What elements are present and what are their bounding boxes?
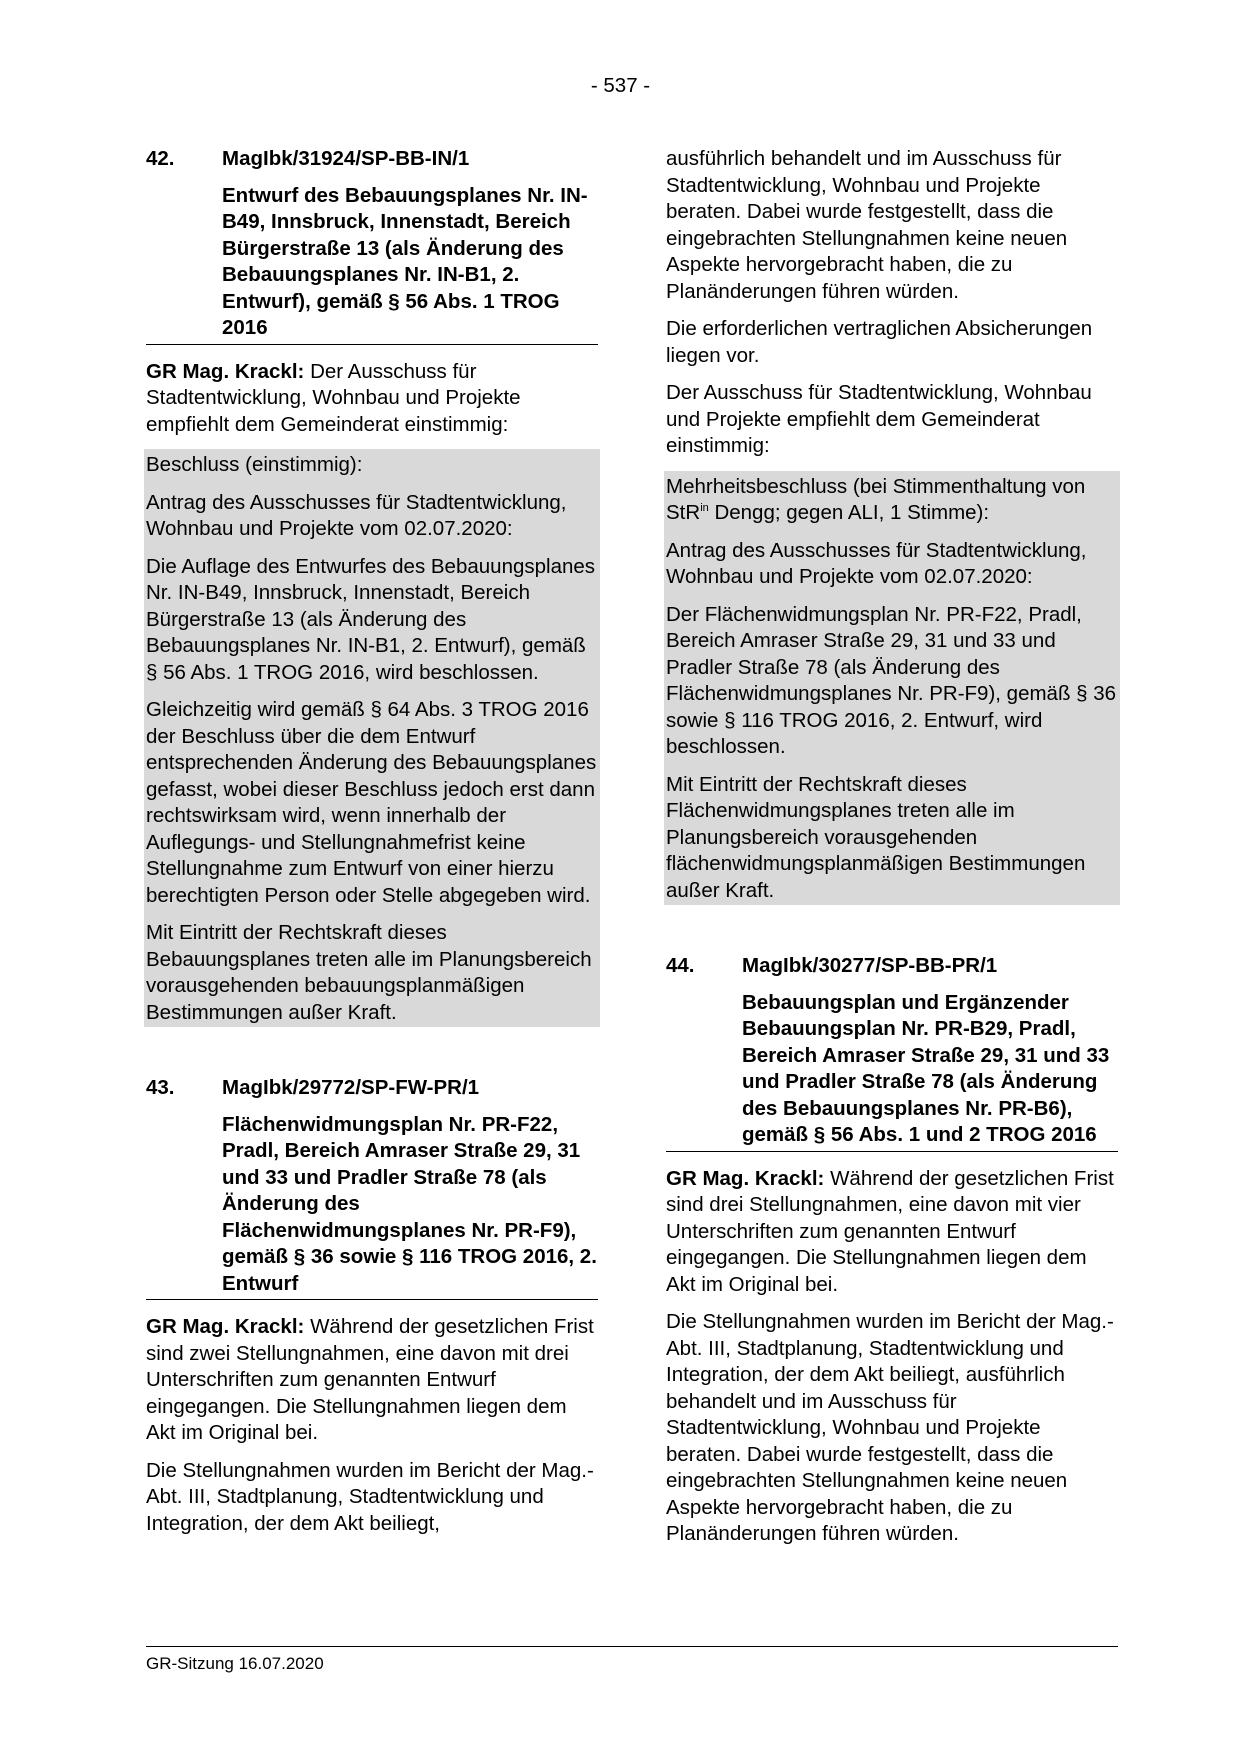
speaker-label: GR Mag. Krackl: — [146, 1315, 305, 1338]
item-43-resolution-box — [664, 471, 1120, 906]
item-44-header — [666, 953, 1118, 1152]
decision-text-end: Dengg; gegen ALI, 1 Stimme): — [708, 501, 990, 524]
decision-superscript: in — [700, 502, 709, 515]
item-42-resolution-box — [144, 449, 600, 1027]
item-44-report: Die Stellungnahmen wurden im Bericht der Mag.-Abt. III, Stadtplanung, Stadtentwicklung und Integration, der dem Akt beiliegt, ausführlich behandelt und im Ausschuss für Stadtentwicklung, Wohnbau und Projekte beraten. Dabei wurde festgestellt, dass die eingebrachten Stellungnahmen keine neuen Aspekte hervorgebracht haben, die zu Planänderungen führen würden. — [666, 1310, 1114, 1545]
item-42-code: MagIbk/31924/SP-BB-IN/1 — [222, 147, 470, 170]
intro-text: Der Ausschuss für Stadtentwicklung, Wohnbau und Projekte empfiehlt dem Gemeinderat einstimmig: — [146, 359, 521, 436]
intro-text: Während der gesetzlichen Frist sind zwei Stellungnahmen, eine davon mit drei Unterschriften zum genannten Entwurf eingegangen. Die Stellungnahmen liegen dem Akt im Original bei. — [146, 1315, 594, 1444]
left-column — [146, 146, 598, 1548]
resolution-paragraph: Gleichzeitig wird gemäß § 64 Abs. 3 TROG 2016 der Beschluss über die dem Entwurf entsprechenden Änderung des Bebauungsplanes gefasst, wobei dieser Beschluss jedoch erst dann rechtswirksam wird, wenn innerhalb der Auflegungs- und Stellungnahmefrist keine Stellungnahme zum Entwurf von einer hierzu berechtigten Person oder Stelle abgegeben wird. — [146, 698, 597, 907]
item-43-header — [146, 1075, 598, 1300]
item-43-title: Flächenwidmungsplan Nr. PR-F22, Pradl, Bereich Amraser Straße 29, 31 und 33 und Pradler Straße 78 (als Änderung des Flächenwidmungsplanes Nr. PR-F9), gemäß § 36 sowie § 116 TROG 2016, 2. Entwurf — [222, 1112, 597, 1295]
item-42-title: Entwurf des Bebauungsplanes Nr. IN-B49, Innsbruck, Innenstadt, Bereich Bürgerstraße 13 (als Änderung des Bebauungsplanes Nr. IN-B1, 2. Entwurf), gemäß § 56 Abs. 1 TROG 2016 — [222, 183, 588, 339]
item-44-code: MagIbk/30277/SP-BB-PR/1 — [742, 954, 998, 977]
decision-line — [666, 474, 1118, 527]
item-44-title: Bebauungsplan und Ergänzender Bebauungsplan Nr. PR-B29, Pradl, Bereich Amraser Straße 29, 31 und 33 und Pradler Straße 78 (als Änderung des Bebauungsplanes Nr. PR-B6), gemäß § 56 Abs. 1 und 2 TROG 2016 — [742, 990, 1110, 1146]
resolution-paragraph: Mit Eintritt der Rechtskraft dieses Bebauungsplanes treten alle im Planungsbereich vorausgehenden bebauungsplanmäßigen Bestimmungen außer Kraft. — [146, 921, 592, 1024]
item-43-code: MagIbk/29772/SP-FW-PR/1 — [222, 1076, 480, 1099]
item-43-recommendation: Der Ausschuss für Stadtentwicklung, Wohnbau und Projekte empfiehlt dem Gemeinderat einstimmig: — [666, 381, 1092, 457]
item-43-number: 43. — [146, 1076, 175, 1099]
item-43-report-continued: ausführlich behandelt und im Ausschuss für Stadtentwicklung, Wohnbau und Projekte beraten. Dabei wurde festgestellt, dass die eingebrachten Stellungnahmen keine neuen Aspekte hervorgebracht haben, die zu Planänderungen führen würden. — [666, 147, 1068, 303]
item-42-header — [146, 146, 598, 345]
right-column — [666, 146, 1118, 1559]
intro-text: Während der gesetzlichen Frist sind drei Stellungnahmen, eine davon mit vier Unterschriften zum genannten Entwurf eingegangen. Die Stellungnahmen liegen dem Akt im Original bei. — [666, 1166, 1114, 1296]
item-44-number: 44. — [666, 954, 695, 977]
decision-line: Beschluss (einstimmig): — [146, 453, 363, 476]
resolution-paragraph: Der Flächenwidmungsplan Nr. PR-F22, Pradl, Bereich Amraser Straße 29, 31 und 33 und Pradler Straße 78 (als Änderung des Flächenwidmungsplanes Nr. PR-F9), gemäß § 36 sowie § 116 TROG 2016, 2. Entwurf, wird beschlossen. — [666, 602, 1117, 758]
footer-divider — [146, 1646, 1118, 1647]
resolution-paragraph: Mit Eintritt der Rechtskraft dieses Flächenwidmungsplanes treten alle im Planungsbereich vorausgehenden flächenwidmungsplanmäßigen Bestimmungen außer Kraft. — [666, 772, 1086, 902]
speaker-label: GR Mag. Krackl: — [146, 359, 305, 383]
motion-line: Antrag des Ausschusses für Stadtentwicklung, Wohnbau und Projekte vom 02.07.2020: — [666, 538, 1087, 588]
decision-text: Mehrheitsbeschluss (bei Stimmenthaltung von StR — [666, 474, 1086, 524]
speaker-label: GR Mag. Krackl: — [666, 1166, 825, 1190]
item-43-report-start: Die Stellungnahmen wurden im Bericht der Mag.-Abt. III, Stadtplanung, Stadtentwicklung und Integration, der dem Akt beiliegt, — [146, 1458, 594, 1535]
page-number: - 537 - — [590, 74, 651, 97]
item-43-contracts: Die erforderlichen vertraglichen Absicherungen liegen vor. — [666, 317, 1093, 367]
item-42-number: 42. — [146, 147, 175, 170]
resolution-paragraph: Die Auflage des Entwurfes des Bebauungsplanes Nr. IN-B49, Innsbruck, Innenstadt, Bereich Bürgerstraße 13 (als Änderung des Bebauungsplanes Nr. IN-B1, 2. Entwurf), gemäß § 56 Abs. 1 TROG 2016, wird beschlossen. — [146, 554, 596, 684]
footer-session-date: GR-Sitzung 16.07.2020 — [146, 1654, 324, 1673]
item-42-intro — [146, 359, 598, 439]
item-44-intro — [666, 1166, 1118, 1299]
motion-line: Antrag des Ausschusses für Stadtentwicklung, Wohnbau und Projekte vom 02.07.2020: — [146, 490, 567, 540]
item-43-intro — [146, 1314, 598, 1447]
